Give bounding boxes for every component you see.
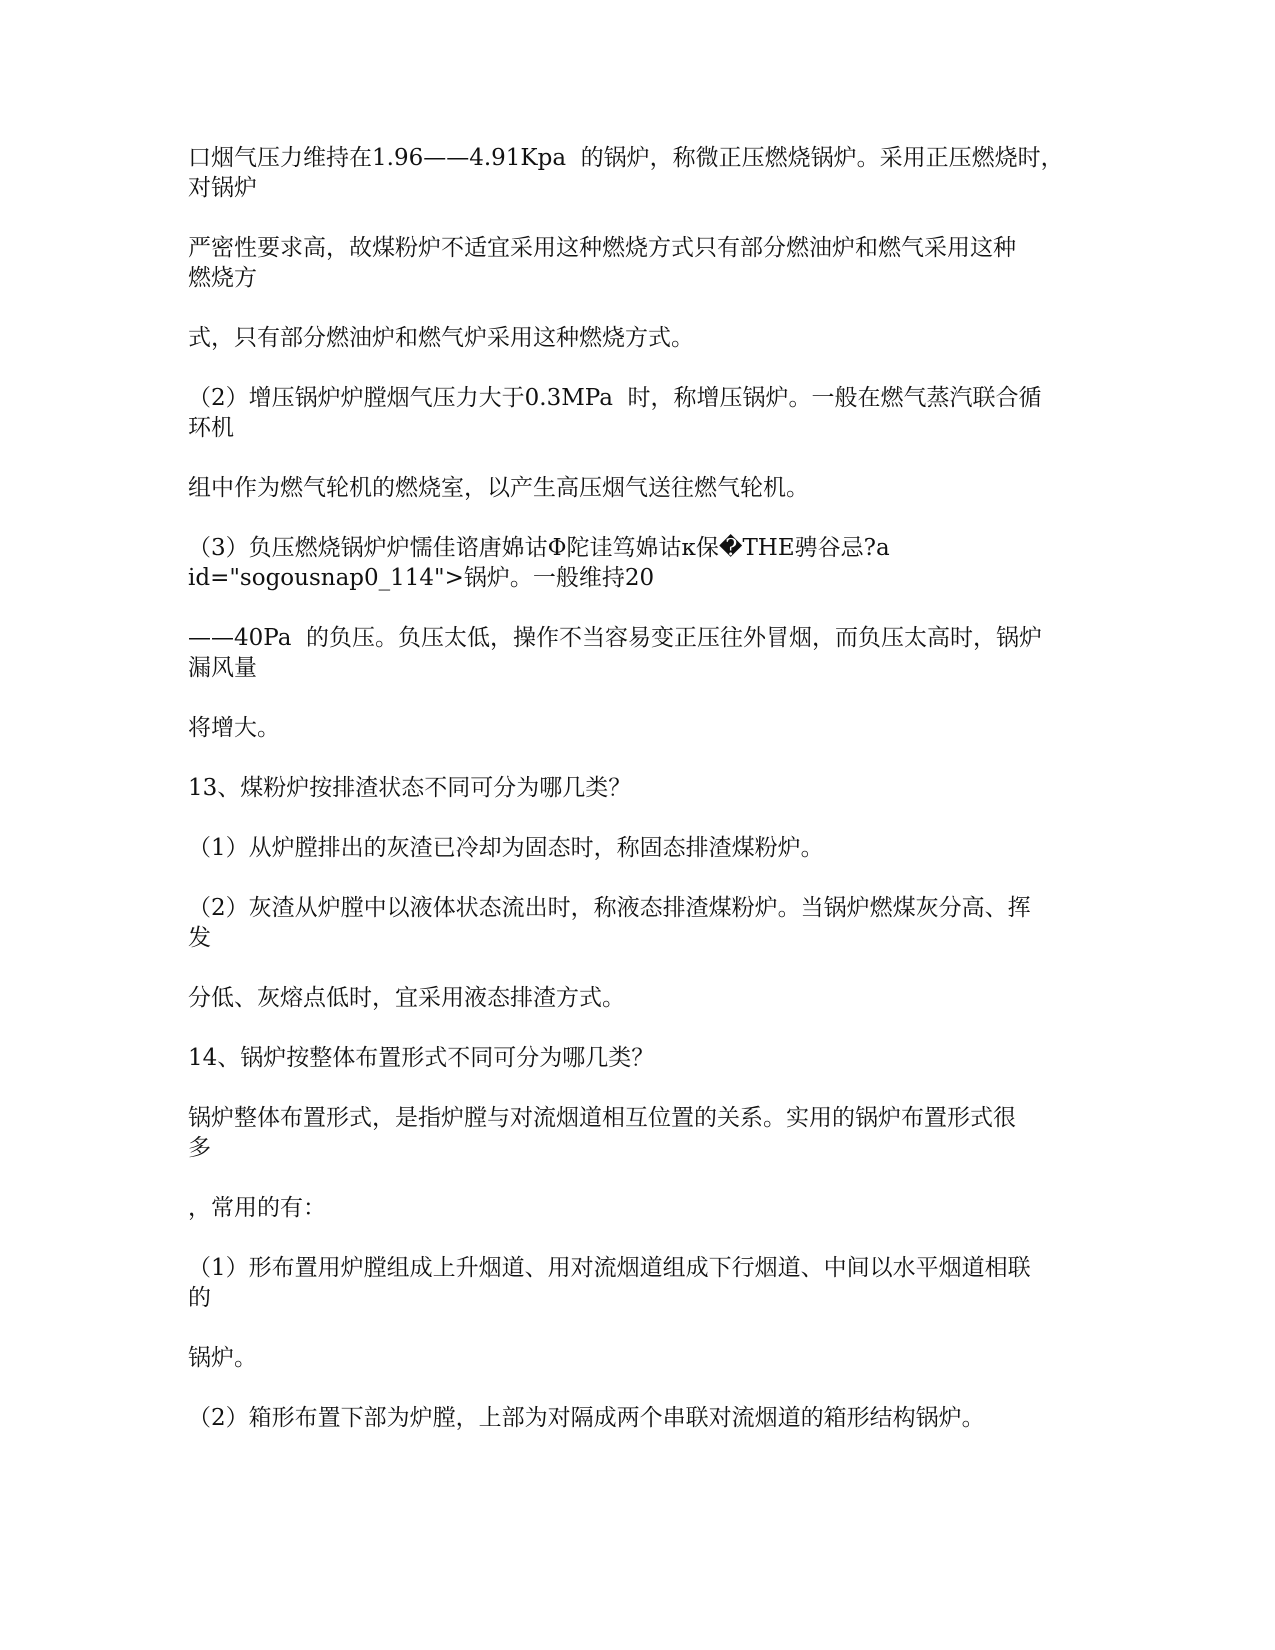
document-body bbox=[188, 143, 1088, 1463]
text-line: 的 bbox=[188, 1285, 211, 1311]
text-line: 13、煤粉炉按排渣状态不同可分为哪几类？ bbox=[188, 775, 632, 801]
text-line: 14、锅炉按整体布置形式不同可分为哪几类？ bbox=[188, 1045, 655, 1071]
text-line: 组中作为燃气轮机的燃烧室，以产生高压烟气送往燃气轮机。 bbox=[188, 475, 809, 501]
text-line: （2）增压锅炉炉膛烟气压力大于0.3MPa 时，称增压锅炉。一般在燃气蒸汽联合循 bbox=[188, 385, 1042, 411]
paragraph-common-types bbox=[188, 1193, 1088, 1223]
text-line: 分低、灰熔点低时，宜采用液态排渣方式。 bbox=[188, 985, 625, 1011]
paragraph-negative-pressure bbox=[188, 533, 1088, 593]
text-line: 口烟气压力维持在1.96——4.91Kpa 的锅炉，称微正压燃烧锅炉。采用正压燃烧时， bbox=[188, 145, 1064, 171]
text-line: 燃烧方 bbox=[188, 265, 257, 291]
text-line: 对锅炉 bbox=[188, 175, 257, 201]
text-line: ——40Pa 的负压。负压太低，操作不当容易变正压往外冒烟，而负压太高时，锅炉 bbox=[188, 625, 1043, 651]
text-line: id="sogousnap0_114">锅炉。一般维持20 bbox=[188, 565, 655, 591]
text-line: （1）形布置用炉膛组成上升烟道、用对流烟道组成下行烟道、中间以水平烟道相联 bbox=[188, 1255, 1031, 1281]
text-line: （2）灰渣从炉膛中以液体状态流出时，称液态排渣煤粉炉。当锅炉燃煤灰分高、挥 bbox=[188, 895, 1031, 921]
text-line: 严密性要求高，故煤粉炉不适宜采用这种燃烧方式只有部分燃油炉和燃气采用这种 bbox=[188, 235, 1016, 261]
text-line: 将增大。 bbox=[188, 715, 280, 741]
paragraph-pi-layout bbox=[188, 1253, 1088, 1313]
paragraph-liquid-slag bbox=[188, 893, 1088, 953]
question-14-heading bbox=[188, 1043, 1088, 1073]
paragraph-negative-pressure-range bbox=[188, 623, 1088, 683]
text-line: 发 bbox=[188, 925, 211, 951]
text-line: 环机 bbox=[188, 415, 234, 441]
paragraph-air-leakage bbox=[188, 713, 1088, 743]
text-line: （2）箱形布置下部为炉膛，上部为对隔成两个串联对流烟道的箱形结构锅炉。 bbox=[188, 1405, 985, 1431]
paragraph-layout-definition bbox=[188, 1103, 1088, 1163]
text-line: 漏风量 bbox=[188, 655, 257, 681]
paragraph-gas-turbine bbox=[188, 473, 1088, 503]
text-line: 式，只有部分燃油炉和燃气炉采用这种燃烧方式。 bbox=[188, 325, 694, 351]
paragraph-solid-slag bbox=[188, 833, 1088, 863]
paragraph-box-layout bbox=[188, 1403, 1088, 1433]
paragraph-boiler-end bbox=[188, 1343, 1088, 1373]
text-line: 锅炉。 bbox=[188, 1345, 257, 1371]
text-line: （1）从炉膛排出的灰渣已冷却为固态时，称固态排渣煤粉炉。 bbox=[188, 835, 824, 861]
paragraph-oil-gas-only bbox=[188, 323, 1088, 353]
text-line: 多 bbox=[188, 1135, 211, 1161]
paragraph-pressurized-boiler bbox=[188, 383, 1088, 443]
text-line: ，常用的有： bbox=[188, 1195, 326, 1221]
question-13-heading bbox=[188, 773, 1088, 803]
text-line: 锅炉整体布置形式，是指炉膛与对流烟道相互位置的关系。实用的锅炉布置形式很 bbox=[188, 1105, 1016, 1131]
paragraph-liquid-slag-condition bbox=[188, 983, 1088, 1013]
paragraph-sealing-requirement bbox=[188, 233, 1088, 293]
text-line: （3）负压燃烧锅炉炉懦佳谘唐婂诂Φ陀诖笃婂诂κ保�THE骋谷忌?a bbox=[188, 535, 890, 561]
paragraph-micro-positive-pressure bbox=[188, 143, 1088, 203]
